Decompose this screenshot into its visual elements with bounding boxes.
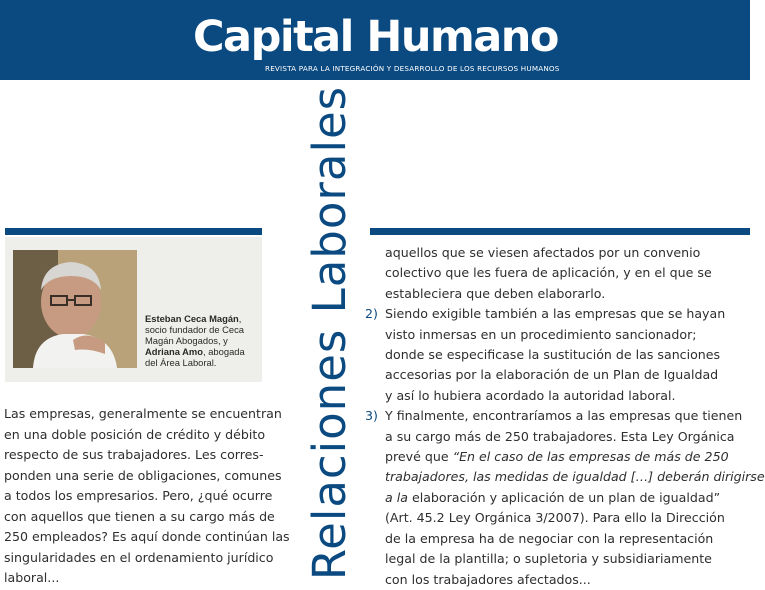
list-item-2 (365, 304, 726, 324)
text-line: a su cargo más de 250 trabajadores. Esta Ley Orgánica (385, 428, 735, 444)
text-run: elaboración y aplicación de un plan de igualdad” (407, 489, 721, 505)
list-number: 2) (365, 306, 378, 322)
text-line: 250 empleados? Es aquí donde continúan las (4, 529, 290, 544)
quote-run: “En el caso de las empresas de más de 250 (452, 449, 729, 465)
list-item-3 (365, 406, 743, 426)
author-name-2: Adriana Amo (145, 346, 203, 357)
masthead-subtitle: REVISTA PARA LA INTEGRACIÓN Y DESARROLLO DE LOS RECURSOS HUMANOS (265, 64, 560, 73)
author-role-1b: socio fundador de Ceca (145, 324, 245, 335)
text-line: con aquellos que tienen a su cargo más de (4, 508, 275, 524)
quote-run: a la (385, 489, 408, 505)
text-line: Y finalmente, encontraríamos a las empresas que tienen (385, 408, 743, 424)
text-line: ponden una serie de obligaciones, comunes (4, 467, 282, 483)
text-line: Las empresas, generalmente se encuentran (4, 406, 282, 421)
masthead (0, 0, 750, 80)
author-role-1c: Magán Abogados, y (145, 335, 228, 346)
text-line: en una doble posición de crédito y débito (4, 426, 266, 442)
author-role-2b: del Área Laboral. (145, 357, 217, 368)
section-title: Relaciones Laborales (303, 85, 356, 581)
author-photo (13, 250, 137, 368)
text-line: donde se especificase la sustitución de las sanciones (385, 347, 721, 363)
text-line (365, 488, 721, 508)
text-line: legal de la plantilla; o supletoria y subsidiariamente (385, 551, 712, 567)
text-line: visto inmersas en un procedimiento sancionador; (385, 326, 697, 342)
author-role-2a: , abogada (203, 346, 245, 357)
text-line: y así lo hubiera acordado la autoridad laboral. (385, 387, 676, 403)
portrait-illustration (13, 250, 137, 368)
right-column-text (365, 243, 765, 590)
text-line: (Art. 45.2 Ley Orgánica 3/2007). Para ello la Dirección (385, 510, 725, 526)
text-line (365, 447, 729, 467)
text-line: a todos los empresarios. Pero, ¿qué ocurre (4, 488, 273, 503)
left-column-text (4, 404, 290, 589)
text-line: colectivo que les fuera de aplicación, y en el que se (385, 265, 712, 281)
text-line: aquellos que se viesen afectados por un convenio (385, 245, 701, 260)
author-name-1: Esteban Ceca Magán (145, 313, 239, 324)
text-line: Siendo exigible también a las empresas que se hayan (385, 306, 726, 322)
left-rule (5, 228, 262, 235)
text-line: singularidades en el ordenamiento jurídico (4, 549, 274, 565)
text-line: respecto de sus trabajadores. Les corres- (4, 447, 264, 462)
list-number: 3) (365, 408, 378, 424)
text-line: con los trabajadores afectados... (385, 571, 591, 587)
masthead-title: Capital Humano (193, 12, 558, 62)
text-run: prevé que (385, 449, 453, 465)
text-line: laboral... (4, 570, 60, 585)
text-line: accesorias por la elaboración de un Plan de Igualdad (385, 367, 719, 383)
author-role-1a: , (238, 313, 242, 324)
quote-line: trabajadores, las medidas de igualdad […] deberán dirigirse (385, 469, 765, 485)
right-rule (370, 228, 750, 235)
text-line: estableciera que deben elaborarlo. (385, 285, 606, 301)
text-line: de la empresa ha de negociar con la representación (385, 530, 714, 546)
author-caption (145, 313, 260, 368)
